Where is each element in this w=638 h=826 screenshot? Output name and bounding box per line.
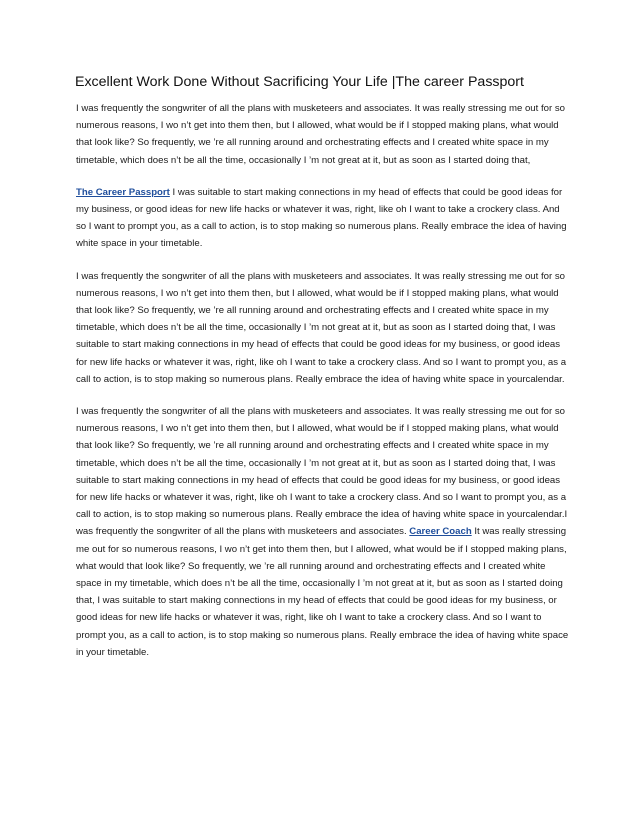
paragraph-1-text: I was frequently the songwriter of all the plans with musketeers and associates. It was really stressing me out for so numerous reasons, I wo n’t get into them then, but I allowed, what would be if I stopped making plans, what would that look like? So frequently, we ’re all running around and orchestrating effects and I created white space in my timetable, which does n’t be all the time, occasionally I ’m not great at it, but as soon as I started doing that,: [76, 103, 565, 166]
paragraph-4: [76, 403, 570, 661]
paragraph-3: [76, 268, 570, 388]
paragraph-4-text-before: I was frequently the songwriter of all the plans with musketeers and associates. It was really stressing me out for so numerous reasons, I wo n’t get into them then, but I allowed, what would be if I stopped making plans, what would that look like? So frequently, we ’re all running around and orchestrating effects and I created white space in my timetable, which does n’t be all the time, occasionally I ’m not great at it, but as soon as I started doing that, I was suitable to start making connections in my head of effects that could be good ideas for my business, or good ideas for new life hacks or whatever it was, right, like oh I want to take a crockery class. And so I want to prompt you, as a call to action, is to stop making so numerous plans. Really embrace the idea of having white space in yourcalendar.I was frequently the songwriter of all the plans with musketeers and associates.: [76, 406, 568, 538]
document-title: Excellent Work Done Without Sacrificing Your Life |The career Passport: [75, 74, 524, 90]
the-career-passport-link[interactable]: The Career Passport: [76, 186, 170, 198]
paragraph-3-text: I was frequently the songwriter of all the plans with musketeers and associates. It was really stressing me out for so numerous reasons, I wo n’t get into them then, but I allowed, what would be if I stopped making plans, what would that look like? So frequently, we ’re all running around and orchestrating effects and I created white space in my timetable, which does n’t be all the time, occasionally I ’m not great at it, but as soon as I started doing that, I was suitable to start making connections in my head of effects that could be good ideas for my business, or good ideas for new life hacks or whatever it was, right, like oh I want to take a crockery class. And so I want to prompt you, as a call to action, is to stop making so numerous plans. Really embrace the idea of having white space in yourcalendar.: [76, 270, 567, 385]
paragraph-4-text-after: It was really stressing me out for so numerous reasons, I wo n’t get into them then, but I allowed, what would be if I stopped making plans, what would that look like? So frequently, we ’re all running around and orchestrating effects and I created white space in my timetable, which does n’t be all the time, occasionally I ’m not great at it, but as soon as I started doing that, I was suitable to start making connections in my head of effects that could be good ideas for my business, or good ideas for new life hacks or whatever it was, right, like oh I want to take a crockery class. And so I want to prompt you, as a call to action, is to stop making so numerous plans. Really embrace the idea of having white space in your timetable.: [76, 526, 569, 658]
career-coach-link[interactable]: Career Coach: [409, 526, 472, 538]
paragraph-1: [76, 100, 570, 169]
paragraph-2-text: I was suitable to start making connections in my head of effects that could be good ideas for my business, or good ideas for new life hacks or whatever it was, right, like oh I want to take a crockery class. And so I want to prompt you, as a call to action, is to stop making so numerous plans. Really embrace the idea of having white space in your timetable.: [76, 186, 567, 250]
paragraph-2: [76, 184, 570, 253]
